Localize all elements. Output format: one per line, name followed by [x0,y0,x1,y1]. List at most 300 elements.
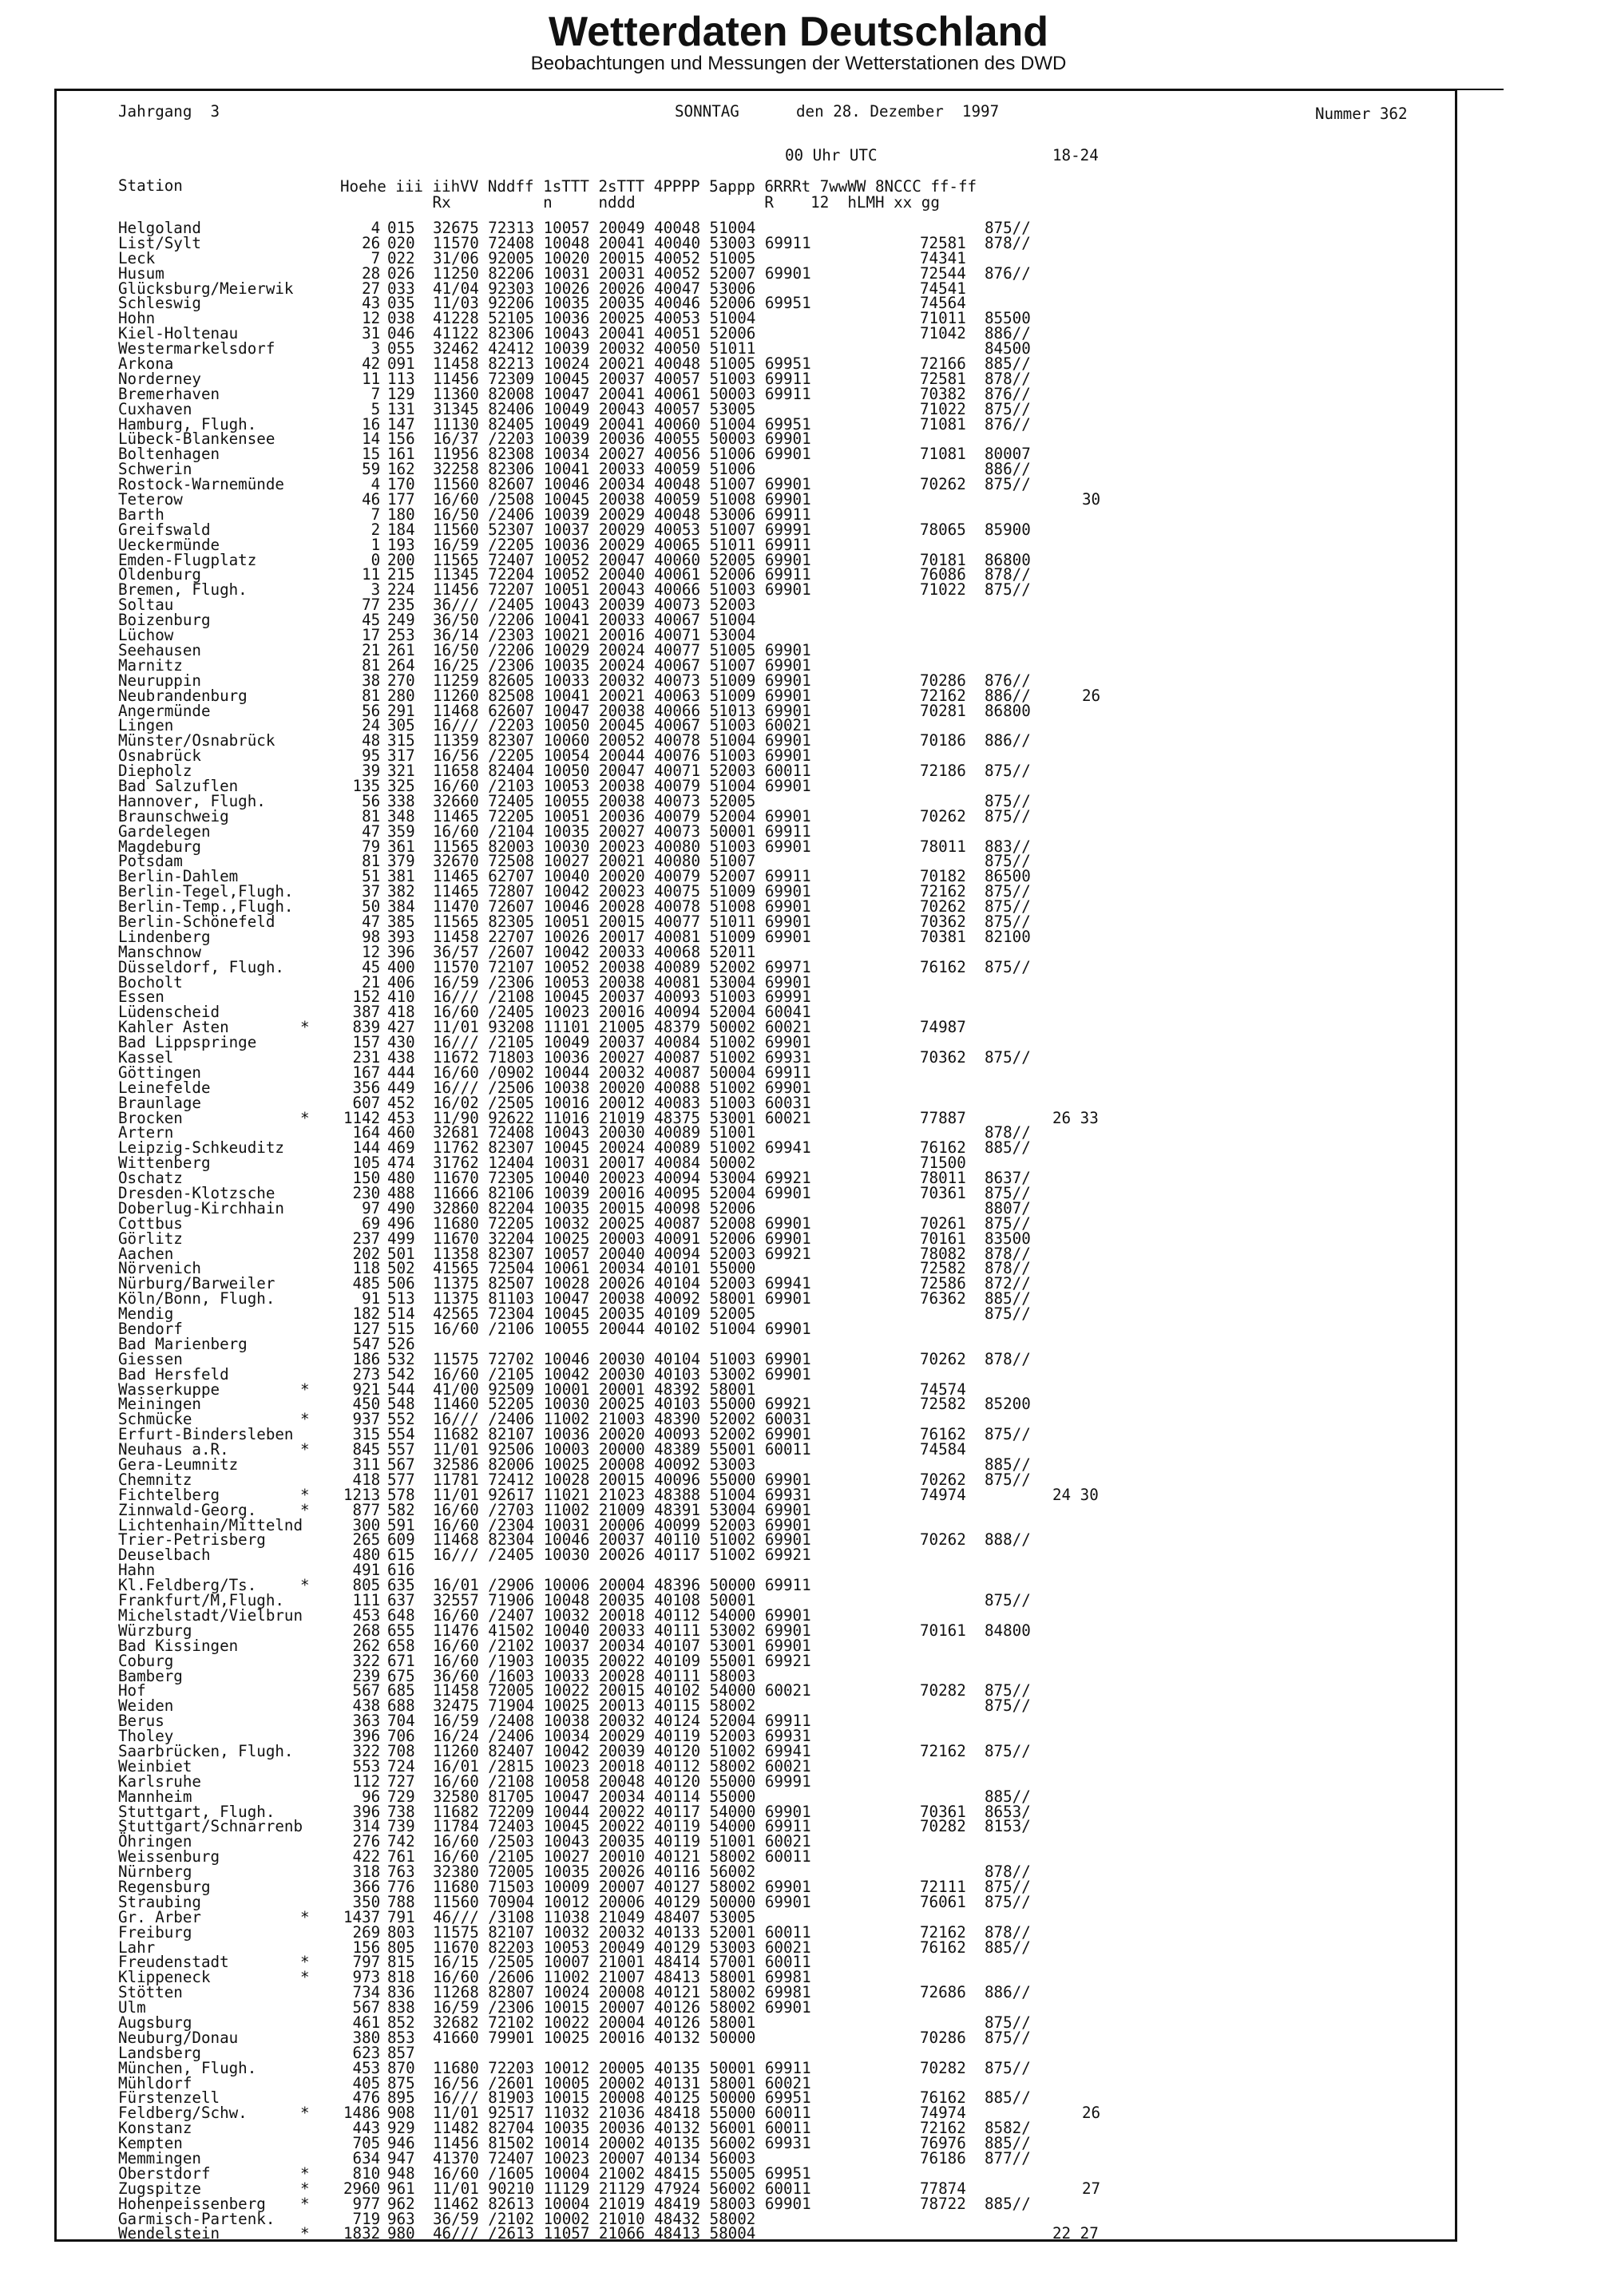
station-height: 1213 [343,1485,381,1504]
synop-groups: 11465 72807 10042 20023 40075 51009 69901 [433,882,811,901]
station-height: 453 [352,1605,381,1625]
station-height: 230 [352,1184,381,1202]
station-id: 325 [387,776,415,795]
synop-groups: 16/60 /2508 10045 20038 40059 51008 69901 [433,490,811,509]
station-height: 95 [362,746,381,766]
station-id: 046 [387,324,415,343]
station-height: 476 [352,2088,381,2108]
cloud-group: 886// [985,686,1031,705]
station-id: 635 [387,1576,415,1595]
weather-group: 74574 [920,1380,966,1399]
station-height: 350 [352,1892,381,1911]
cloud-group: 85500 [985,309,1031,328]
weather-group: 70362 [920,912,966,931]
synop-groups: 11345 72204 10052 20040 40061 52006 69911 [433,565,811,584]
weather-group: 70262 [920,475,966,494]
synop-groups: 11680 71503 10009 20007 40127 58002 69901 [433,1877,811,1896]
station-height: 839 [352,1018,381,1037]
station-height: 111 [352,1591,381,1610]
cloud-group: 8653/ [985,1802,1031,1821]
station-name: Osnabrück [118,746,201,766]
synop-groups: 11359 82307 10060 20052 40078 51004 69901 [433,731,811,750]
station-name: Berlin-Temp.,Flugh. [118,897,294,916]
cloud-group: 885// [985,1455,1031,1475]
synop-groups: 42565 72304 10045 20035 40109 52005 [433,1304,756,1324]
cloud-group: 878// [985,233,1031,252]
station-height: 27 [362,279,381,298]
station-height: 485 [352,1274,381,1293]
station-id: 091 [387,354,415,374]
station-height: 118 [352,1259,381,1278]
synop-groups: 11670 32204 10025 20003 40091 52006 69901 [433,1229,811,1248]
cloud-group: 878// [985,1259,1031,1278]
synop-groups: 16/60 /2703 11002 21009 48391 53004 69901 [433,1500,811,1519]
station-id: 379 [387,852,415,871]
station-height: 269 [352,1922,381,1942]
station-id: 305 [387,716,415,735]
synop-groups: 11670 72305 10040 20023 40094 53004 69921 [433,1169,811,1188]
station-id: 162 [387,460,415,479]
station-name: Hohn [118,309,156,328]
synop-groups: 11956 82308 10034 20027 40056 51006 69901 [433,445,811,464]
station-height: 845 [352,1440,381,1459]
cloud-group: 86800 [985,550,1031,569]
synop-groups: 11268 82807 10024 20008 40121 58002 69981 [433,1983,811,2002]
weather-group: 72166 [920,354,966,374]
station-name: Würzburg [118,1621,192,1640]
station-name: Westermarkelsdorf [118,339,275,358]
station-height: 127 [352,1320,381,1339]
synop-groups: 16/// 81903 10015 20008 40125 50000 69951 [433,2088,811,2108]
station-height: 2960 [343,2179,381,2198]
synop-groups: 16/60 /2503 10043 20035 40119 51001 60021 [433,1832,811,1851]
station-name: Lüchow [118,626,174,645]
station-id: 499 [387,1229,415,1248]
station-id: 818 [387,1968,415,1987]
weather-group: 70362 [920,1047,966,1067]
station-height: 56 [362,701,381,720]
synop-groups: 32681 72408 10043 20030 40089 51001 [433,1123,756,1142]
station-name: Freiburg [118,1922,192,1942]
station-name: Manschnow [118,942,201,961]
weather-group: 70281 [920,701,966,720]
station-height: 21 [362,972,381,992]
station-name: Klippeneck [118,1968,211,1987]
station-id: 488 [387,1184,415,1202]
station-id: 852 [387,2013,415,2032]
issue-number: Nummer 362 [1315,105,1408,123]
cloud-group: 85200 [985,1395,1031,1414]
station-id: 113 [387,369,415,388]
station-id: 688 [387,1696,415,1716]
station-height: 396 [352,1727,381,1746]
station-name: Oldenburg [118,565,201,584]
station-name: Frankfurt/M,Flugh. [118,1591,284,1610]
synop-groups: 11680 72205 10032 20025 40087 52008 69901 [433,1213,811,1233]
mountain-station-marker: * [300,1968,310,1987]
weather-group: 72162 [920,2119,966,2138]
station-name: Schwerin [118,460,192,479]
mountain-station-marker: * [300,2224,310,2243]
masthead-subtitle: Beobachtungen und Messungen der Wetterstationen des DWD [530,53,1067,74]
synop-groups: 16/24 /2406 10034 20029 40119 52003 69931 [433,1727,811,1746]
station-name: Doberlug-Kirchhain [118,1198,284,1217]
station-height: 567 [352,1998,381,2017]
station-name: Tholey [118,1727,174,1746]
station-id: 648 [387,1605,415,1625]
weather-group: 72186 [920,762,966,781]
station-height: 705 [352,2134,381,2153]
station-id: 382 [387,882,415,901]
station-name: Cottbus [118,1213,183,1233]
station-height: 607 [352,1093,381,1112]
station-height: 144 [352,1138,381,1158]
station-name: Boltenhagen [118,445,220,464]
station-height: 1486 [343,2104,381,2123]
station-name: Zinnwald-Georg. [118,1500,257,1519]
station-height: 273 [352,1364,381,1384]
station-name: Arkona [118,354,174,374]
weather-group: 70262 [920,1530,966,1550]
synop-groups: 16/50 /2406 10039 20029 40048 53006 69911 [433,505,811,524]
mountain-station-marker: * [300,1440,310,1459]
synop-groups: 16/60 /2407 10032 20018 40112 54000 69901 [433,1605,811,1625]
synop-groups: 11666 82106 10039 20016 40095 52004 69901 [433,1184,811,1202]
synop-groups: 16/// /2105 10049 20037 40084 51002 69901 [433,1033,811,1052]
station-height: 387 [352,1003,381,1022]
station-name: Bremerhaven [118,384,220,403]
synop-groups: 32475 71904 10025 20013 40115 58002 [433,1696,756,1716]
synop-groups: 32380 72005 10035 20026 40116 56002 [433,1863,756,1882]
cloud-group: 886// [985,460,1031,479]
station-height: 3 [371,580,381,600]
weather-group: 70382 [920,384,966,403]
station-height: 16 [362,414,381,433]
station-name: Greifswald [118,520,211,539]
mountain-station-marker: * [300,1410,310,1429]
synop-groups: 16/01 /2906 10006 20004 48396 50000 69911 [433,1576,811,1595]
weather-group: 76162 [920,1138,966,1158]
synop-groups: 32860 82204 10035 20015 40098 52006 [433,1198,756,1217]
station-height: 315 [352,1425,381,1444]
station-name: Kahler Asten [118,1018,229,1037]
station-name: Kassel [118,1047,174,1067]
synop-groups: 16/// /2108 10045 20037 40093 51003 69991 [433,988,811,1007]
synop-groups: 11462 82613 10004 21019 48419 58003 69901 [433,2194,811,2213]
station-id: 870 [387,2058,415,2077]
station-height: 1142 [343,1108,381,1127]
column-header-station: Station [118,176,183,195]
weather-group: 70282 [920,1817,966,1836]
station-id: 615 [387,1546,415,1565]
weather-group: 76162 [920,1938,966,1957]
synop-groups: 16/60 /2606 11002 21007 48413 58001 69981 [433,1968,811,1987]
synop-groups: 16/// /2406 11002 21003 48390 52002 60031 [433,1410,811,1429]
masthead-title: Wetterdaten Deutschland [548,9,1049,55]
cloud-group: 875// [985,399,1031,418]
weather-group: 72686 [920,1983,966,2002]
station-name: Lüdenscheid [118,1003,220,1022]
station-id: 161 [387,445,415,464]
station-height: 150 [352,1169,381,1188]
data-sheet-frame [54,89,1457,2242]
station-height: 973 [352,1968,381,1987]
weather-group: 74974 [920,1485,966,1504]
station-name: Berlin-Schönefeld [118,912,275,931]
weather-group: 78011 [920,837,966,856]
station-id: 963 [387,2209,415,2228]
mountain-station-marker: * [300,1380,310,1399]
station-height: 186 [352,1349,381,1368]
weather-group: 70161 [920,1229,966,1248]
weather-group: 72582 [920,1259,966,1278]
station-height: 276 [352,1832,381,1851]
station-name: Weissenburg [118,1847,220,1866]
station-name: Fichtelberg [118,1485,220,1504]
station-name: Weiden [118,1696,174,1716]
cloud-group: 84500 [985,339,1031,358]
station-id: 706 [387,1727,415,1746]
station-height: 453 [352,2058,381,2077]
station-id: 742 [387,1832,415,1851]
max-wind-group: 26 33 [1052,1108,1099,1127]
mountain-station-marker: * [300,1907,310,1926]
cloud-group: 885// [985,2194,1031,2213]
weather-group: 76362 [920,1289,966,1308]
station-name: Berlin-Dahlem [118,867,239,886]
station-height: 356 [352,1078,381,1097]
synop-groups: 16/50 /2206 10029 20024 40077 51005 69901 [433,640,811,659]
synop-groups: 16/60 /2105 10027 20010 40121 58002 60011 [433,1847,811,1866]
synop-groups: 32670 72508 10027 20021 40080 51007 [433,852,756,871]
header-rule-extension [1457,89,1504,90]
station-id: 474 [387,1154,415,1173]
station-name: Bendorf [118,1320,183,1339]
station-name: Wendelstein [118,2224,220,2243]
station-id: 895 [387,2088,415,2108]
station-id: 430 [387,1033,415,1052]
synop-groups: 11/03 92206 10035 20035 40046 52006 69951 [433,294,811,313]
synop-groups: 16/60 /1903 10035 20022 40109 55001 69921 [433,1651,811,1670]
cloud-group: 885// [985,2088,1031,2108]
station-id: 836 [387,1983,415,2002]
station-name: Berus [118,1712,164,1731]
station-id: 022 [387,248,415,267]
cloud-group: 885// [985,354,1031,374]
cloud-group: 875// [985,580,1031,600]
synop-groups: 11/01 92517 11032 21036 48418 55000 60011 [433,2104,811,2123]
mountain-station-marker: * [300,1485,310,1504]
weather-group: 76186 [920,2149,966,2167]
station-height: 81 [362,686,381,705]
max-wind-group: 30 [1082,490,1101,509]
station-id: 452 [387,1093,415,1112]
cloud-group: 878// [985,1244,1031,1263]
mountain-station-marker: * [300,2163,310,2183]
station-height: 7 [371,384,381,403]
cloud-group: 8637/ [985,1169,1031,1188]
weather-group: 76976 [920,2134,966,2153]
weather-group: 76061 [920,1892,966,1911]
cloud-group: 875// [985,1877,1031,1896]
station-id: 180 [387,505,415,524]
station-id: 675 [387,1666,415,1685]
weather-group: 71042 [920,324,966,343]
station-name: Oschatz [118,1169,183,1188]
synop-groups: 11/01 93208 11101 21005 48379 50002 60021 [433,1018,811,1037]
cloud-group: 885// [985,1138,1031,1158]
station-name: Husum [118,263,164,283]
weather-group: 77874 [920,2179,966,2198]
synop-groups: 11565 72407 10052 20047 40060 52005 69901 [433,550,811,569]
weather-group: 70381 [920,927,966,946]
cloud-group: 84800 [985,1621,1031,1640]
station-name: Augsburg [118,2013,192,2032]
station-id: 788 [387,1892,415,1911]
cloud-group: 883// [985,837,1031,856]
cloud-group: 875// [985,1047,1031,1067]
station-height: 47 [362,821,381,841]
weather-group: 71500 [920,1154,966,1173]
synop-groups: 11476 41502 10040 20033 40111 53002 69901 [433,1621,811,1640]
cloud-group: 886// [985,324,1031,343]
cloud-group: 875// [985,897,1031,916]
station-id: 469 [387,1138,415,1158]
synop-groups: 41228 52105 10036 20025 40053 51004 [433,309,756,328]
synop-groups: 11460 52205 10030 20025 40103 55000 69921 [433,1395,811,1414]
station-height: 634 [352,2149,381,2167]
station-id: 038 [387,309,415,328]
station-name: Lichtenhain/Mittelnd [118,1515,303,1534]
weather-group: 74541 [920,279,966,298]
station-name: Deuselbach [118,1546,211,1565]
cloud-group: 872// [985,1274,1031,1293]
station-id: 270 [387,671,415,690]
station-name: Neuhaus a.R. [118,1440,229,1459]
weather-group: 70182 [920,867,966,886]
station-height: 1832 [343,2224,381,2243]
station-id: 513 [387,1289,415,1308]
station-name: Dresden-Klotzsche [118,1184,275,1202]
synop-groups: 11465 62707 10040 20020 40079 52007 69911 [433,867,811,886]
station-id: 947 [387,2149,415,2167]
station-name: Bad Hersfeld [118,1364,229,1384]
weather-group: 77887 [920,1108,966,1127]
station-name: Glücksburg/Meierwik [118,279,294,298]
station-height: 491 [352,1561,381,1580]
station-id: 738 [387,1802,415,1821]
station-name: Lindenberg [118,927,211,946]
station-height: 15 [362,445,381,464]
cloud-group: 875// [985,1304,1031,1324]
station-id: 261 [387,640,415,659]
station-height: 56 [362,791,381,810]
station-id: 582 [387,1500,415,1519]
station-id: 961 [387,2179,415,2198]
station-height: 239 [352,1666,381,1685]
station-height: 7 [371,248,381,267]
cloud-group: 875// [985,1213,1031,1233]
station-id: 578 [387,1485,415,1504]
station-height: 553 [352,1756,381,1775]
station-name: Hof [118,1681,146,1700]
weather-group: 78011 [920,1169,966,1188]
station-id: 763 [387,1863,415,1882]
station-height: 418 [352,1470,381,1489]
weather-group: 72581 [920,233,966,252]
station-height: 4 [371,475,381,494]
station-id: 033 [387,279,415,298]
synop-groups: 11570 72107 10052 20038 40089 52002 69971 [433,957,811,976]
synop-groups: 16/60 /2103 10053 20038 40079 51004 69901 [433,776,811,795]
station-height: 7 [371,505,381,524]
station-id: 393 [387,927,415,946]
synop-groups: 11672 71803 10036 20027 40087 51002 69931 [433,1047,811,1067]
synop-groups: 46/// /2613 11057 21066 48413 58004 [433,2224,756,2243]
synop-groups: 11360 82008 10047 20041 40061 50003 69911 [433,384,811,403]
cloud-group: 8807/ [985,1198,1031,1217]
station-id: 552 [387,1410,415,1429]
station-id: 980 [387,2224,415,2243]
station-height: 45 [362,611,381,630]
synop-groups: 16/02 /2505 10016 20012 40083 51003 60031 [433,1093,811,1112]
station-name: Kempten [118,2134,183,2153]
station-id: 557 [387,1440,415,1459]
station-id: 396 [387,942,415,961]
cloud-group: 875// [985,1892,1031,1911]
cloud-group: 875// [985,1741,1031,1760]
station-id: 026 [387,263,415,283]
cloud-group: 878// [985,1123,1031,1142]
mountain-station-marker: * [300,1108,310,1127]
station-height: 157 [352,1033,381,1052]
station-id: 671 [387,1651,415,1670]
station-height: 366 [352,1877,381,1896]
station-height: 547 [352,1334,381,1353]
cloud-group: 878// [985,369,1031,388]
station-name: Bocholt [118,972,183,992]
synop-groups: 11781 72412 10028 20015 40096 55000 69901 [433,1470,811,1489]
station-id: 315 [387,731,415,750]
cloud-group: 876// [985,263,1031,283]
station-id: 129 [387,384,415,403]
observation-time-label: 00 Uhr UTC [785,146,878,164]
station-name: Braunlage [118,1093,201,1112]
weather-group: 71011 [920,309,966,328]
cloud-group: 886// [985,731,1031,750]
cloud-group: 878// [985,1863,1031,1882]
station-height: 81 [362,655,381,675]
station-id: 776 [387,1877,415,1896]
station-height: 112 [352,1771,381,1791]
station-id: 131 [387,399,415,418]
station-name: Diepholz [118,762,192,781]
synop-groups: 16/60 /2104 10035 20027 40073 50001 69911 [433,821,811,841]
station-id: 548 [387,1395,415,1414]
station-height: 237 [352,1229,381,1248]
synop-groups: 32557 71906 10048 20035 40108 50001 [433,1591,756,1610]
station-id: 946 [387,2134,415,2153]
station-height: 47 [362,912,381,931]
synop-groups: 11130 82405 10049 20041 40060 51004 69951 [433,414,811,433]
station-height: 98 [362,927,381,946]
synop-groups: 31/06 92005 10020 20015 40052 51005 [433,248,756,267]
synop-groups: 11560 52307 10037 20029 40053 51007 69991 [433,520,811,539]
weather-group: 70286 [920,2028,966,2047]
station-name: Aachen [118,1244,174,1263]
cloud-group: 875// [985,1184,1031,1202]
station-id: 444 [387,1063,415,1082]
